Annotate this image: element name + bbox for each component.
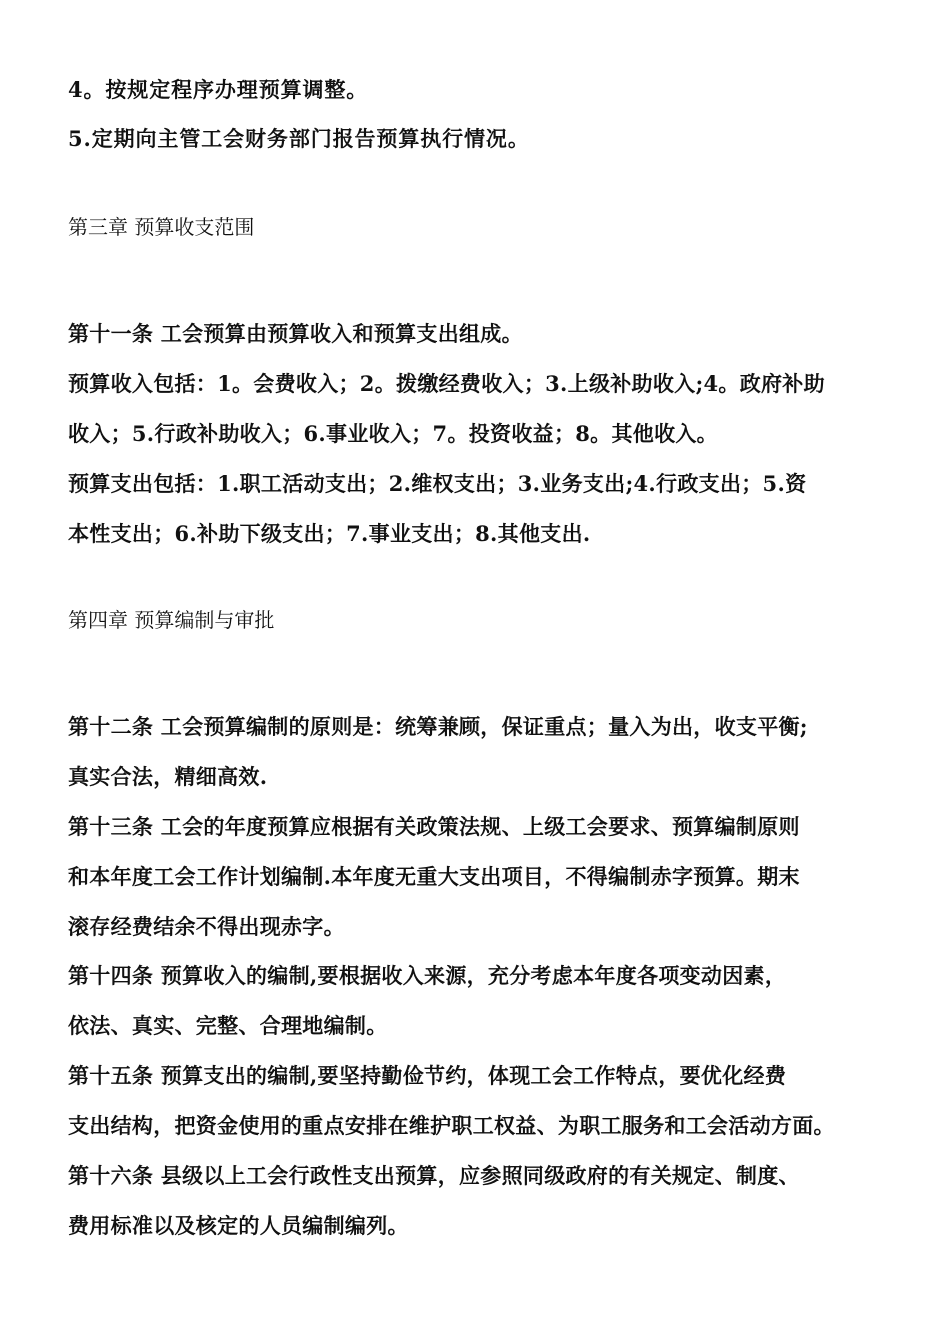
article-13-line-1: 第十三条 工会的年度预算应根据有关政策法规、上级工会要求、预算编制原则 — [68, 814, 800, 839]
income-items-line-2: 收入；5.行政补助收入；6.事业收入；7。投资收益；8。其他收入。 — [68, 421, 718, 446]
article-15-line-1: 第十五条 预算支出的编制,要坚持勤俭节约，体现工会工作特点，要优化经费 — [68, 1063, 787, 1088]
article-14-line-1: 第十四条 预算收入的编制,要根据收入来源，充分考虑本年度各项变动因素， — [68, 963, 787, 988]
article-14-line-2: 依法、真实、完整、合理地编制。 — [68, 1013, 388, 1038]
article-11: 第十一条 工会预算由预算收入和预算支出组成。 — [68, 321, 523, 346]
item-4-budget-adjustment: 4。按规定程序办理预算调整。 — [68, 77, 369, 102]
chapter-4-heading: 第四章 预算编制与审批 — [68, 608, 275, 632]
article-12-line-1: 第十二条 工会预算编制的原则是：统筹兼顾，保证重点；量入为出，收支平衡; — [68, 714, 808, 739]
article-16-line-2: 费用标准以及核定的人员编制编列。 — [68, 1213, 409, 1238]
article-16-line-1: 第十六条 县级以上工会行政性支出预算，应参照同级政府的有关规定、制度、 — [68, 1163, 800, 1188]
income-items-line-1: 预算收入包括：1。会费收入；2。拨缴经费收入；3.上级补助收入;4。政府补助 — [68, 371, 825, 396]
article-15-line-2: 支出结构，把资金使用的重点安排在维护职工权益、为职工服务和工会活动方面。 — [68, 1113, 835, 1138]
expense-items-line-1: 预算支出包括：1.职工活动支出；2.维权支出；3.业务支出;4.行政支出；5.资 — [68, 471, 807, 496]
article-12-line-2: 真实合法，精细高效. — [68, 764, 268, 789]
article-13-line-2: 和本年度工会工作计划编制.本年度无重大支出项目，不得编制赤字预算。期末 — [68, 864, 800, 889]
item-5-report-execution: 5.定期向主管工会财务部门报告预算执行情况。 — [68, 126, 530, 151]
article-13-line-3: 滚存经费结余不得出现赤字。 — [68, 914, 345, 939]
chapter-3-heading: 第三章 预算收支范围 — [68, 215, 255, 239]
expense-items-line-2: 本性支出；6.补助下级支出；7.事业支出；8.其他支出. — [68, 521, 591, 546]
